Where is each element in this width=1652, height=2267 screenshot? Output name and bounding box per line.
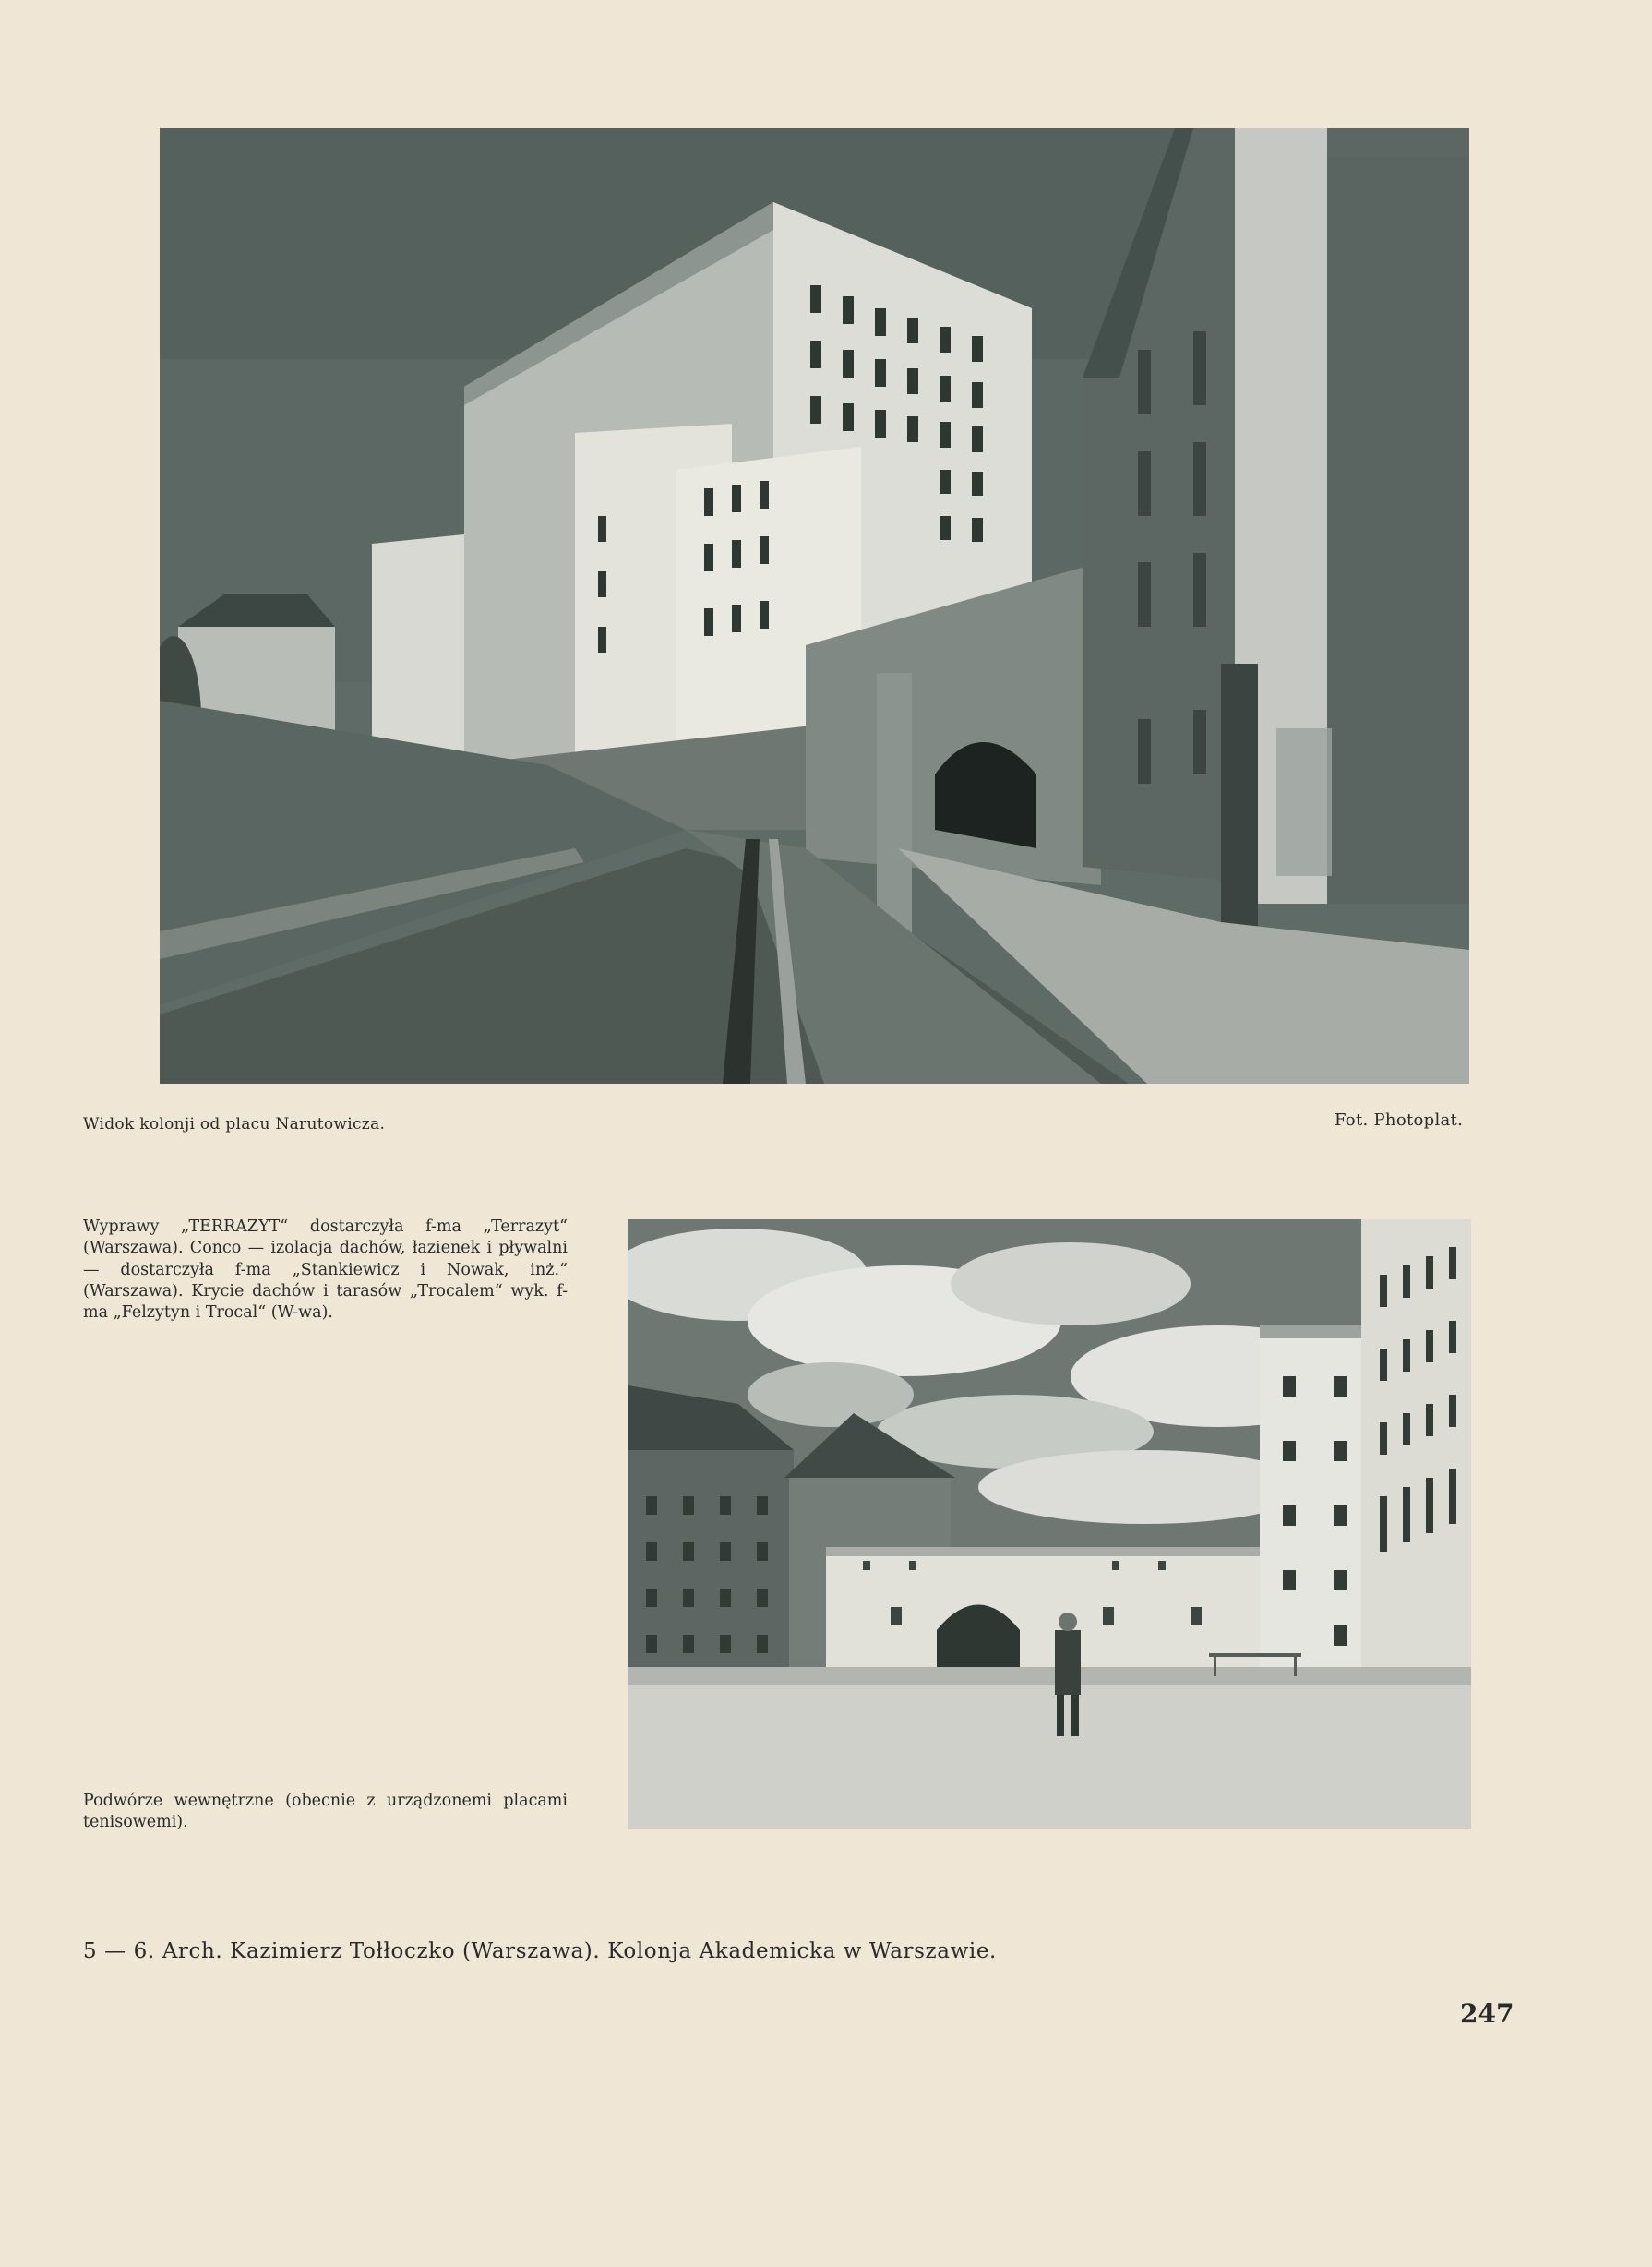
photo2-caption: Podwórze wewnętrzne (obecnie z urządzonemi placami tenisowemi). [83, 1792, 568, 1832]
page-number: 247 [1460, 1998, 1514, 2029]
photo-street-view [160, 128, 1469, 1084]
photo1-caption: Widok kolonji od placu Narutowicza. [83, 1115, 386, 1134]
photo-courtyard [628, 1219, 1471, 1829]
street-view-image [160, 128, 1469, 1084]
supplier-credits: Wyprawy „TERRAZYT“ dostarczyła f-ma „Terrazyt“ (Warszawa). Conco — izolacja dachów, łazienek i pływalni — dostarczyła f-ma „Stankiewicz i Nowak, inż.“ (Warszawa). Krycie dachów i tarasów „Trocalem“ wyk. f-ma „Felzytyn i Trocal“ (W-wa). [83, 1217, 568, 1323]
photo1-credit: Fot. Photoplat. [1335, 1110, 1464, 1130]
courtyard-image [628, 1219, 1471, 1829]
figure-footer: 5 — 6. Arch. Kazimierz Tołłoczko (Warszawa). Kolonja Akademicka w Warszawie. [83, 1939, 997, 1963]
